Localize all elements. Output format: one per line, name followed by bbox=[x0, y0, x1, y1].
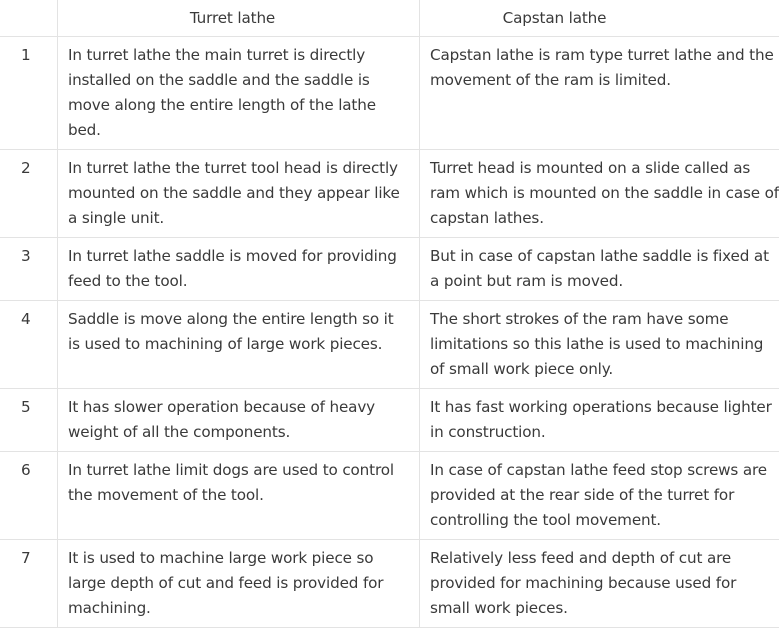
table-row bbox=[0, 389, 779, 452]
row-number: 7 bbox=[0, 540, 58, 628]
capstan-cell: Relatively less feed and depth of cut are provided for machining because used for small work pieces. bbox=[420, 540, 779, 628]
table-row bbox=[0, 150, 779, 238]
row-number: 2 bbox=[0, 150, 58, 238]
turret-cell: It is used to machine large work piece so large depth of cut and feed is provided for machining. bbox=[58, 540, 420, 628]
header-capstan-lathe: Capstan lathe bbox=[420, 0, 779, 37]
table-row bbox=[0, 37, 779, 150]
header-number-cell bbox=[0, 0, 58, 37]
capstan-cell: But in case of capstan lathe saddle is fixed at a point but ram is moved. bbox=[420, 238, 779, 301]
row-number: 5 bbox=[0, 389, 58, 452]
turret-cell: In turret lathe the main turret is directly installed on the saddle and the saddle is move along the entire length of the lathe bed. bbox=[58, 37, 420, 150]
turret-cell: In turret lathe the turret tool head is directly mounted on the saddle and they appear like a single unit. bbox=[58, 150, 420, 238]
turret-cell: In turret lathe saddle is moved for providing feed to the tool. bbox=[58, 238, 420, 301]
row-number: 3 bbox=[0, 238, 58, 301]
header-row bbox=[0, 0, 779, 37]
row-number: 1 bbox=[0, 37, 58, 150]
capstan-cell: Turret head is mounted on a slide called as ram which is mounted on the saddle in case of capstan lathes. bbox=[420, 150, 779, 238]
capstan-cell: In case of capstan lathe feed stop screws are provided at the rear side of the turret for controlling the tool movement. bbox=[420, 452, 779, 540]
capstan-cell: It has fast working operations because lighter in construction. bbox=[420, 389, 779, 452]
table-row bbox=[0, 301, 779, 389]
turret-cell: In turret lathe limit dogs are used to control the movement of the tool. bbox=[58, 452, 420, 540]
capstan-cell: Capstan lathe is ram type turret lathe and the movement of the ram is limited. bbox=[420, 37, 779, 150]
row-number: 6 bbox=[0, 452, 58, 540]
turret-cell: Saddle is move along the entire length so it is used to machining of large work pieces. bbox=[58, 301, 420, 389]
row-number: 4 bbox=[0, 301, 58, 389]
table-row bbox=[0, 238, 779, 301]
table-row bbox=[0, 452, 779, 540]
header-turret-lathe: Turret lathe bbox=[58, 0, 420, 37]
capstan-cell: The short strokes of the ram have some limitations so this lathe is used to machining of small work piece only. bbox=[420, 301, 779, 389]
table-row bbox=[0, 540, 779, 628]
turret-cell: It has slower operation because of heavy weight of all the components. bbox=[58, 389, 420, 452]
